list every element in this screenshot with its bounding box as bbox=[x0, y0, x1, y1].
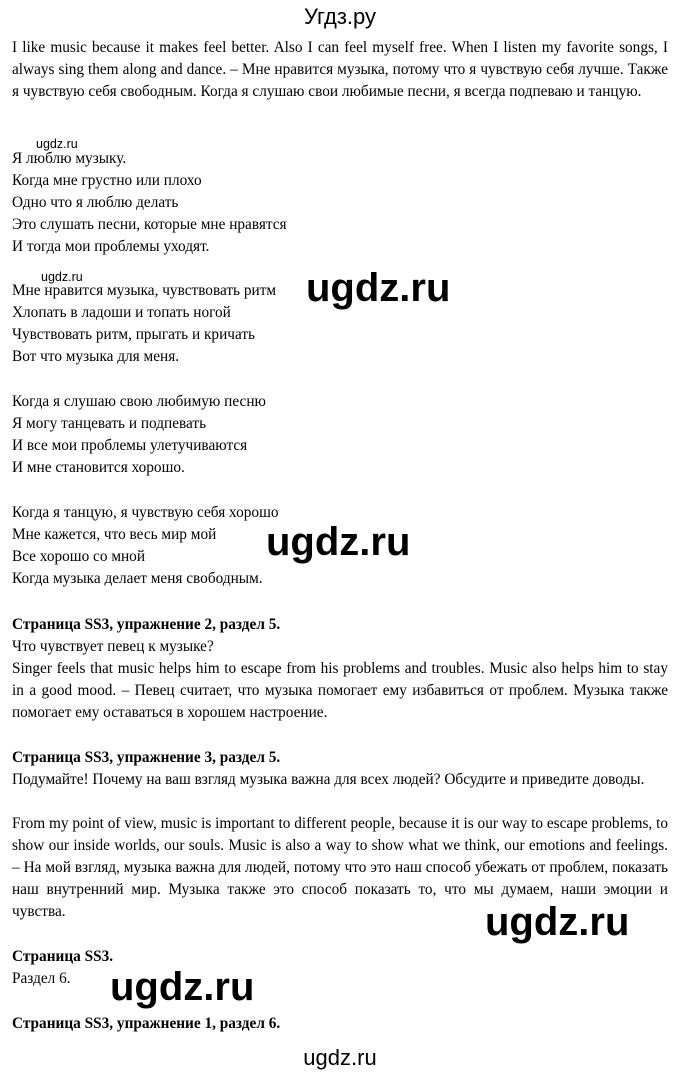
poem-line: Когда я слушаю свою любимую песню bbox=[12, 393, 266, 410]
small-watermark: ugdz.ru bbox=[41, 270, 83, 284]
poem-line: И мне становится хорошо. bbox=[12, 459, 185, 476]
big-watermark: ugdz.ru bbox=[306, 266, 451, 310]
poem-stanza-2 bbox=[12, 280, 276, 368]
poem-line: Чувствовать ритм, прыгать и кричать bbox=[12, 326, 256, 343]
section-question: Подумайте! Почему на ваш взгляд музыка важна для всех людей? Обсудите и приведите доводы. bbox=[12, 771, 645, 788]
poem-line: Когда я танцую, я чувствую себя хорошо bbox=[12, 504, 279, 521]
section-heading: Страница SS3, упражнение 1, раздел 6. bbox=[12, 1015, 281, 1032]
poem-line: Это слушать песни, которые мне нравятся bbox=[12, 216, 287, 233]
big-watermark: ugdz.ru bbox=[266, 520, 411, 564]
section-heading: Страница SS3, упражнение 2, раздел 5. bbox=[12, 616, 281, 633]
poem-line: Когда музыка делает меня свободным. bbox=[12, 570, 263, 587]
big-watermark: ugdz.ru bbox=[485, 900, 630, 944]
section-answer: From my point of view, music is important to different people, because it is our way to escape problems, to show our inside worlds, our souls. Music is also a way to show what we think, our emotions and feelings. – На мой взгляд, музыка важна для людей, потому что это наш способ убежать от проблем, показать наш внутренний мир. Музыка также это способ показать то, что мы думаем, наши эмоции и чувства. bbox=[12, 815, 668, 920]
section-answer: Singer feels that music helps him to escape from his problems and troubles. Music also helps him to stay in a good mood. – Певец считает, что музыка помогает ему избавиться от проблем. Музыка также помогает ему оставаться в хорошем настроение. bbox=[12, 660, 668, 721]
big-watermark: ugdz.ru bbox=[110, 965, 255, 1009]
poem-line: Вот что музыка для меня. bbox=[12, 348, 180, 365]
section-sub-text: Раздел 6. bbox=[12, 970, 71, 987]
intro-paragraph: I like music because it makes feel better. Also I can feel myself free. When I listen my favorite songs, I always sing them along and dance. – Мне нравится музыка, потому что я чувствую себя лучше. Также я чувствую себя свободным. Когда я слушаю свои любимые песни, я всегда подпеваю и танцую. bbox=[12, 39, 668, 100]
poem-stanza-3 bbox=[12, 391, 266, 479]
section-subheading bbox=[12, 968, 71, 990]
site-header: Угдз.ру bbox=[303, 4, 377, 29]
poem-line: Я могу танцевать и подпевать bbox=[12, 415, 207, 432]
section-heading: Страница SS3, упражнение 3, раздел 5. bbox=[12, 749, 281, 766]
poem-line: Я люблю музыку. bbox=[12, 150, 127, 167]
poem-line: Хлопать в ладоши и топать ногой bbox=[12, 304, 231, 321]
poem-line: Все хорошо со мной bbox=[12, 548, 146, 565]
poem-stanza-4 bbox=[12, 502, 279, 590]
poem-line: И все мои проблемы улетучиваются bbox=[12, 437, 248, 454]
section-question: Что чувствует певец к музыке? bbox=[12, 638, 214, 655]
poem-line: Одно что я люблю делать bbox=[12, 194, 179, 211]
poem-stanza-1 bbox=[12, 148, 287, 258]
small-watermark: ugdz.ru bbox=[36, 137, 78, 151]
poem-line: Мне нравится музыка, чувствовать ритм bbox=[12, 282, 277, 299]
poem-line: И тогда мои проблемы уходят. bbox=[12, 238, 210, 255]
poem-line: Когда мне грустно или плохо bbox=[12, 172, 202, 189]
poem-line: Мне кажется, что весь мир мой bbox=[12, 526, 217, 543]
site-footer: ugdz.ru bbox=[303, 1045, 377, 1070]
section-heading: Страница SS3. bbox=[12, 948, 114, 965]
